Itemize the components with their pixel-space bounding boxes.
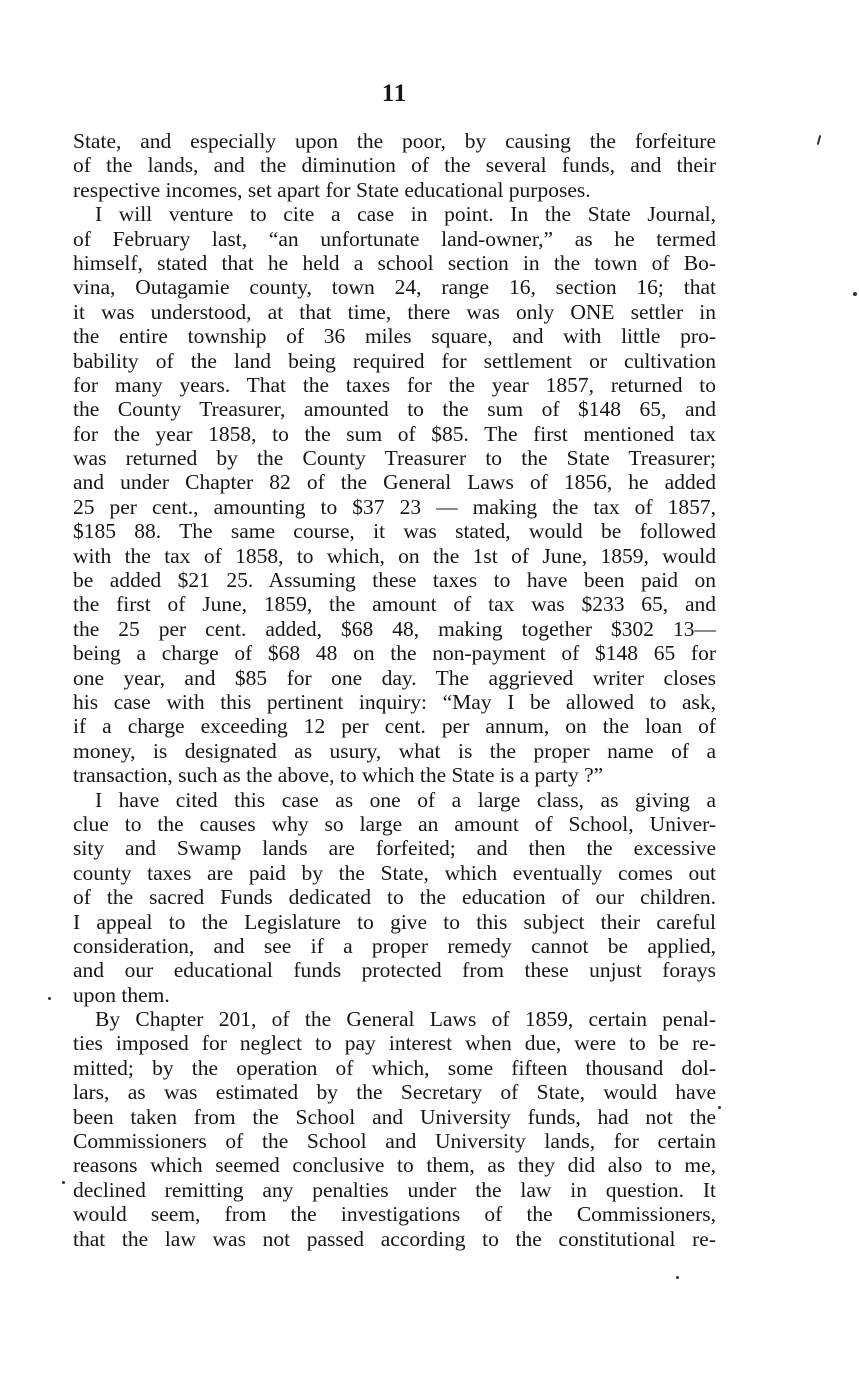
text-line: By Chapter 201, of the General Laws of 1859, certain penal- <box>95 1007 716 1032</box>
text-line: with the tax of 1858, to which, on the 1st of June, 1859, would <box>73 543 716 568</box>
text-line: if a charge exceeding 12 per cent. per annum, on the loan of <box>73 714 716 739</box>
speck-mark <box>676 1276 679 1279</box>
text-line: be added $21 25. Assuming these taxes to have been paid on <box>73 568 716 593</box>
text-line: for the year 1858, to the sum of $85. The first mentioned tax <box>73 421 716 446</box>
text-line: for many years. That the taxes for the year 1857, returned to <box>73 372 716 397</box>
speck-mark <box>853 292 857 296</box>
text-line: and our educational funds protected from these unjust forays <box>73 958 716 983</box>
text-line: lars, as was estimated by the Secretary of State, would have <box>73 1080 716 1105</box>
text-line: would seem, from the investigations of the Commissioners, <box>73 1202 716 1227</box>
text-line: transaction, such as the above, to which the State is a party ?” <box>73 763 604 788</box>
text-line: of the lands, and the diminution of the several funds, and their <box>73 153 716 178</box>
text-line: 25 per cent., amounting to $37 23 — making the tax of 1857, <box>73 494 716 519</box>
text-line: State, and especially upon the poor, by causing the forfeiture <box>73 129 716 153</box>
text-line: respective incomes, set apart for State educational purposes. <box>73 177 591 202</box>
text-line: of February last, “an unfortunate land-owner,” as he termed <box>73 226 716 251</box>
text-line: consideration, and see if a proper remedy cannot be applied, <box>73 933 716 958</box>
text-line: declined remitting any penalties under the law in question. It <box>73 1177 716 1202</box>
text-line: vina, Outagamie county, town 24, range 16, section 16; that <box>73 275 716 300</box>
speck-mark <box>718 1106 721 1109</box>
text-line: money, is designated as usury, what is the proper name of a <box>73 738 716 763</box>
text-line: $185 88. The same course, it was stated, would be followed <box>73 519 716 544</box>
text-line: I have cited this case as one of a large class, as giving a <box>95 787 716 812</box>
text-line: the County Treasurer, amounted to the sum of $148 65, and <box>73 397 716 422</box>
text-line: I appeal to the Legislature to give to this subject their careful <box>73 909 716 934</box>
text-line: and under Chapter 82 of the General Laws of 1856, he added <box>73 470 716 495</box>
text-line: being a charge of $68 48 on the non-payment of $148 65 for <box>73 641 716 666</box>
text-line: county taxes are paid by the State, which eventually comes out <box>73 860 716 885</box>
text-line: upon them. <box>73 982 170 1007</box>
text-line: the 25 per cent. added, $68 48, making together $302 13— <box>73 616 716 641</box>
text-line: of the sacred Funds dedicated to the education of our children. <box>73 885 716 910</box>
speck-mark <box>48 997 51 1000</box>
text-line: the entire township of 36 miles square, and with little pro- <box>73 324 716 349</box>
text-line: reasons which seemed conclusive to them, as they did also to me, <box>73 1153 716 1178</box>
text-line: bability of the land being required for settlement or cultivation <box>73 348 716 373</box>
text-line: the first of June, 1859, the amount of tax was $233 65, and <box>73 592 716 617</box>
body-text <box>73 129 716 1251</box>
text-line: Commissioners of the School and University lands, for certain <box>73 1129 716 1154</box>
text-line: it was understood, at that time, there was only ONE settler in <box>73 299 716 324</box>
text-line: mitted; by the operation of which, some fifteen thousand dol- <box>73 1055 716 1080</box>
text-line: that the law was not passed according to the constitutional re- <box>73 1226 716 1251</box>
text-line: was returned by the County Treasurer to the State Treasurer; <box>73 446 716 471</box>
text-line: clue to the causes why so large an amount of School, Univer- <box>73 811 716 836</box>
text-line: been taken from the School and University funds, had not the <box>73 1104 716 1129</box>
speck-mark <box>817 135 822 145</box>
text-line: himself, stated that he held a school section in the town of Bo- <box>73 250 716 275</box>
text-line: ties imposed for neglect to pay interest when due, were to be re- <box>73 1031 716 1056</box>
speck-mark <box>62 1181 65 1184</box>
text-line: sity and Swamp lands are forfeited; and then the excessive <box>73 836 716 861</box>
text-line: his case with this pertinent inquiry: “May I be allowed to ask, <box>73 689 716 714</box>
page-number: 11 <box>381 80 408 107</box>
text-line: one year, and $85 for one day. The aggrieved writer closes <box>73 665 716 690</box>
text-line: I will venture to cite a case in point. In the State Journal, <box>95 202 716 227</box>
